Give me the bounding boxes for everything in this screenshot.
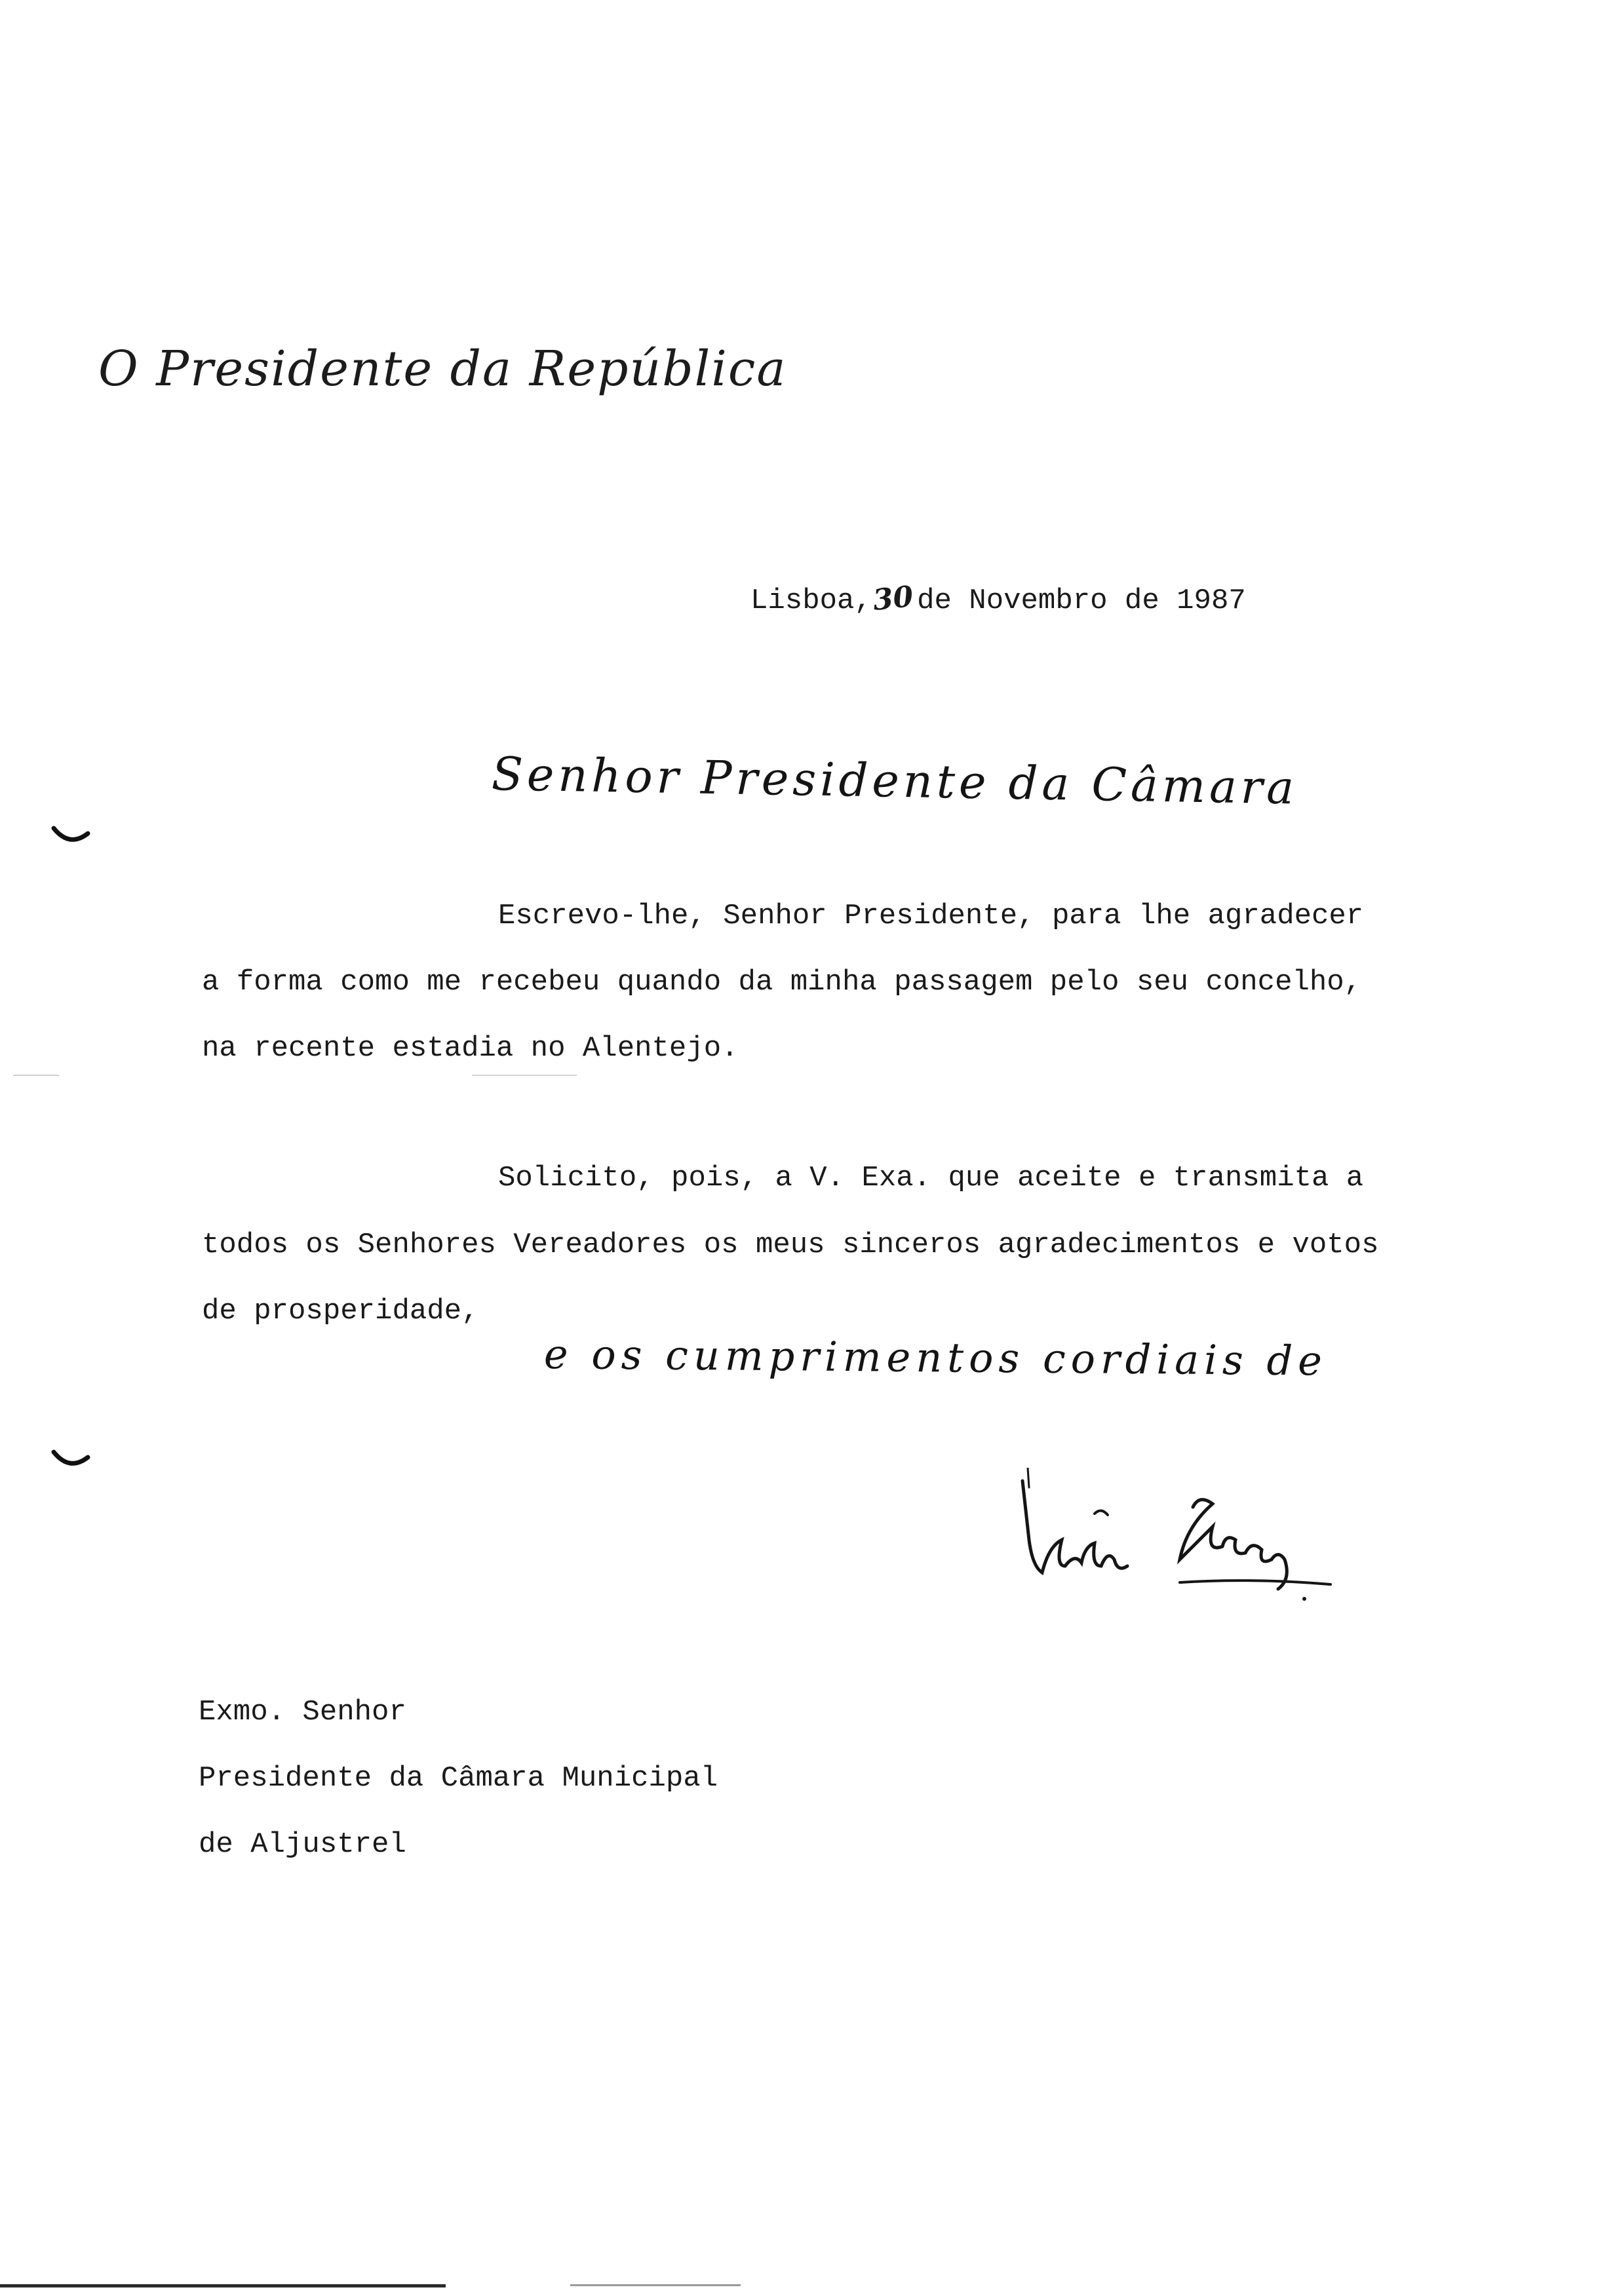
paragraph1-line2: a forma como me recebeu quando da minha passagem pelo seu concelho, xyxy=(202,966,1362,999)
paragraph2-line2: todos os Senhores Vereadores os meus sinceros agradecimentos e votos xyxy=(202,1229,1379,1261)
scan-artifact xyxy=(472,1075,577,1076)
handwritten-closing: e os cumprimentos cordiais de xyxy=(543,1330,1328,1385)
signature xyxy=(1003,1468,1370,1625)
addressee-line1: Exmo. Senhor xyxy=(199,1696,406,1729)
date-suffix: de Novembro de 1987 xyxy=(917,584,1246,617)
paragraph2-line3: de prosperidade, xyxy=(202,1295,479,1328)
date-prefix: Lisboa, xyxy=(750,584,872,617)
handwritten-salutation: Senhor Presidente da Câmara xyxy=(491,747,1298,815)
hole-punch-mark xyxy=(51,824,90,848)
scan-artifact xyxy=(13,1075,59,1076)
date-handwritten-day: 30 xyxy=(871,579,915,618)
paragraph1-line1: Escrevo-lhe, Senhor Presidente, para lhe agradecer xyxy=(498,900,1364,932)
bottom-edge-line xyxy=(0,2284,446,2287)
punch-mark-icon xyxy=(51,1448,90,1472)
punch-mark-icon xyxy=(51,824,90,848)
addressee-line3: de Aljustrel xyxy=(199,1828,406,1861)
paragraph2-line1: Solicito, pois, a V. Exa. que aceite e transmita a xyxy=(498,1162,1364,1195)
bottom-edge-line xyxy=(570,2284,741,2286)
date-line xyxy=(750,579,1246,618)
hole-punch-mark xyxy=(51,1448,90,1472)
addressee-line2: Presidente da Câmara Municipal xyxy=(199,1762,718,1795)
paragraph1-line3: na recente estadia no Alentejo. xyxy=(202,1032,739,1065)
signature-scribble xyxy=(1003,1468,1370,1625)
letterhead-title: O Presidente da República xyxy=(98,341,787,397)
